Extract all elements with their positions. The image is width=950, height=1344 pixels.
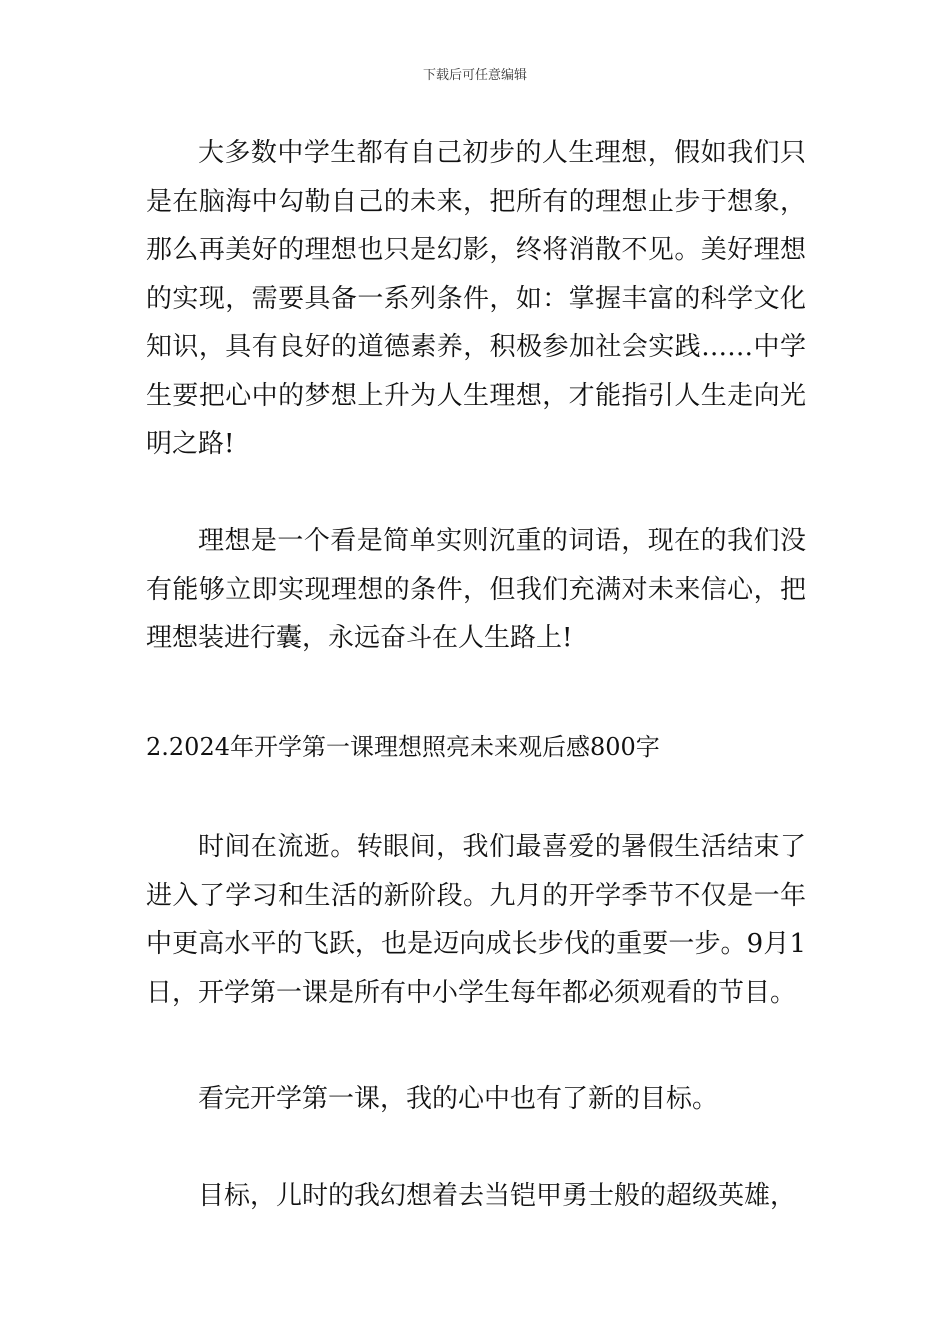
paragraph-new-goal: 看完开学第一课，我的心中也有了新的目标。 <box>198 1084 719 1114</box>
paragraph-time-flows: 时间在流逝。转眼间，我们最喜爱的暑假生活结束了进入了学习和生活的新阶段。九月的开学季节不仅是一年中更高水平的飞跃，也是迈向成长步伐的重要一步。9月1日，开学第一课是所有中小学生每年都必须观看的节目。 <box>146 832 806 1008</box>
page-header: 下载后可任意编辑 <box>422 68 527 83</box>
paragraph-childhood-goal: 目标，儿时的我幻想着去当铠甲勇士般的超级英雄， <box>198 1181 797 1211</box>
paragraph-ideal-heavy-word: 理想是一个看是简单实则沉重的词语，现在的我们没有能够立即实现理想的条件，但我们充满对未来信心，把理想装进行囊，永远奋斗在人生路上! <box>146 526 806 653</box>
section-heading: 2.2024年开学第一课理想照亮未来观后感800字 <box>146 733 660 761</box>
paragraph-ideal-realization: 大多数中学生都有自己初步的人生理想，假如我们只是在脑海中勾勒自己的未来，把所有的理想止步于想象，那么再美好的理想也只是幻影，终将消散不见。美好理想的实现，需要具备一系列条件，如：掌握丰富的科学文化知识，具有良好的道德素养，积极参加社会实践……中学生要把心中的梦想上升为人生理想，才能指引人生走向光明之路! <box>146 138 806 459</box>
